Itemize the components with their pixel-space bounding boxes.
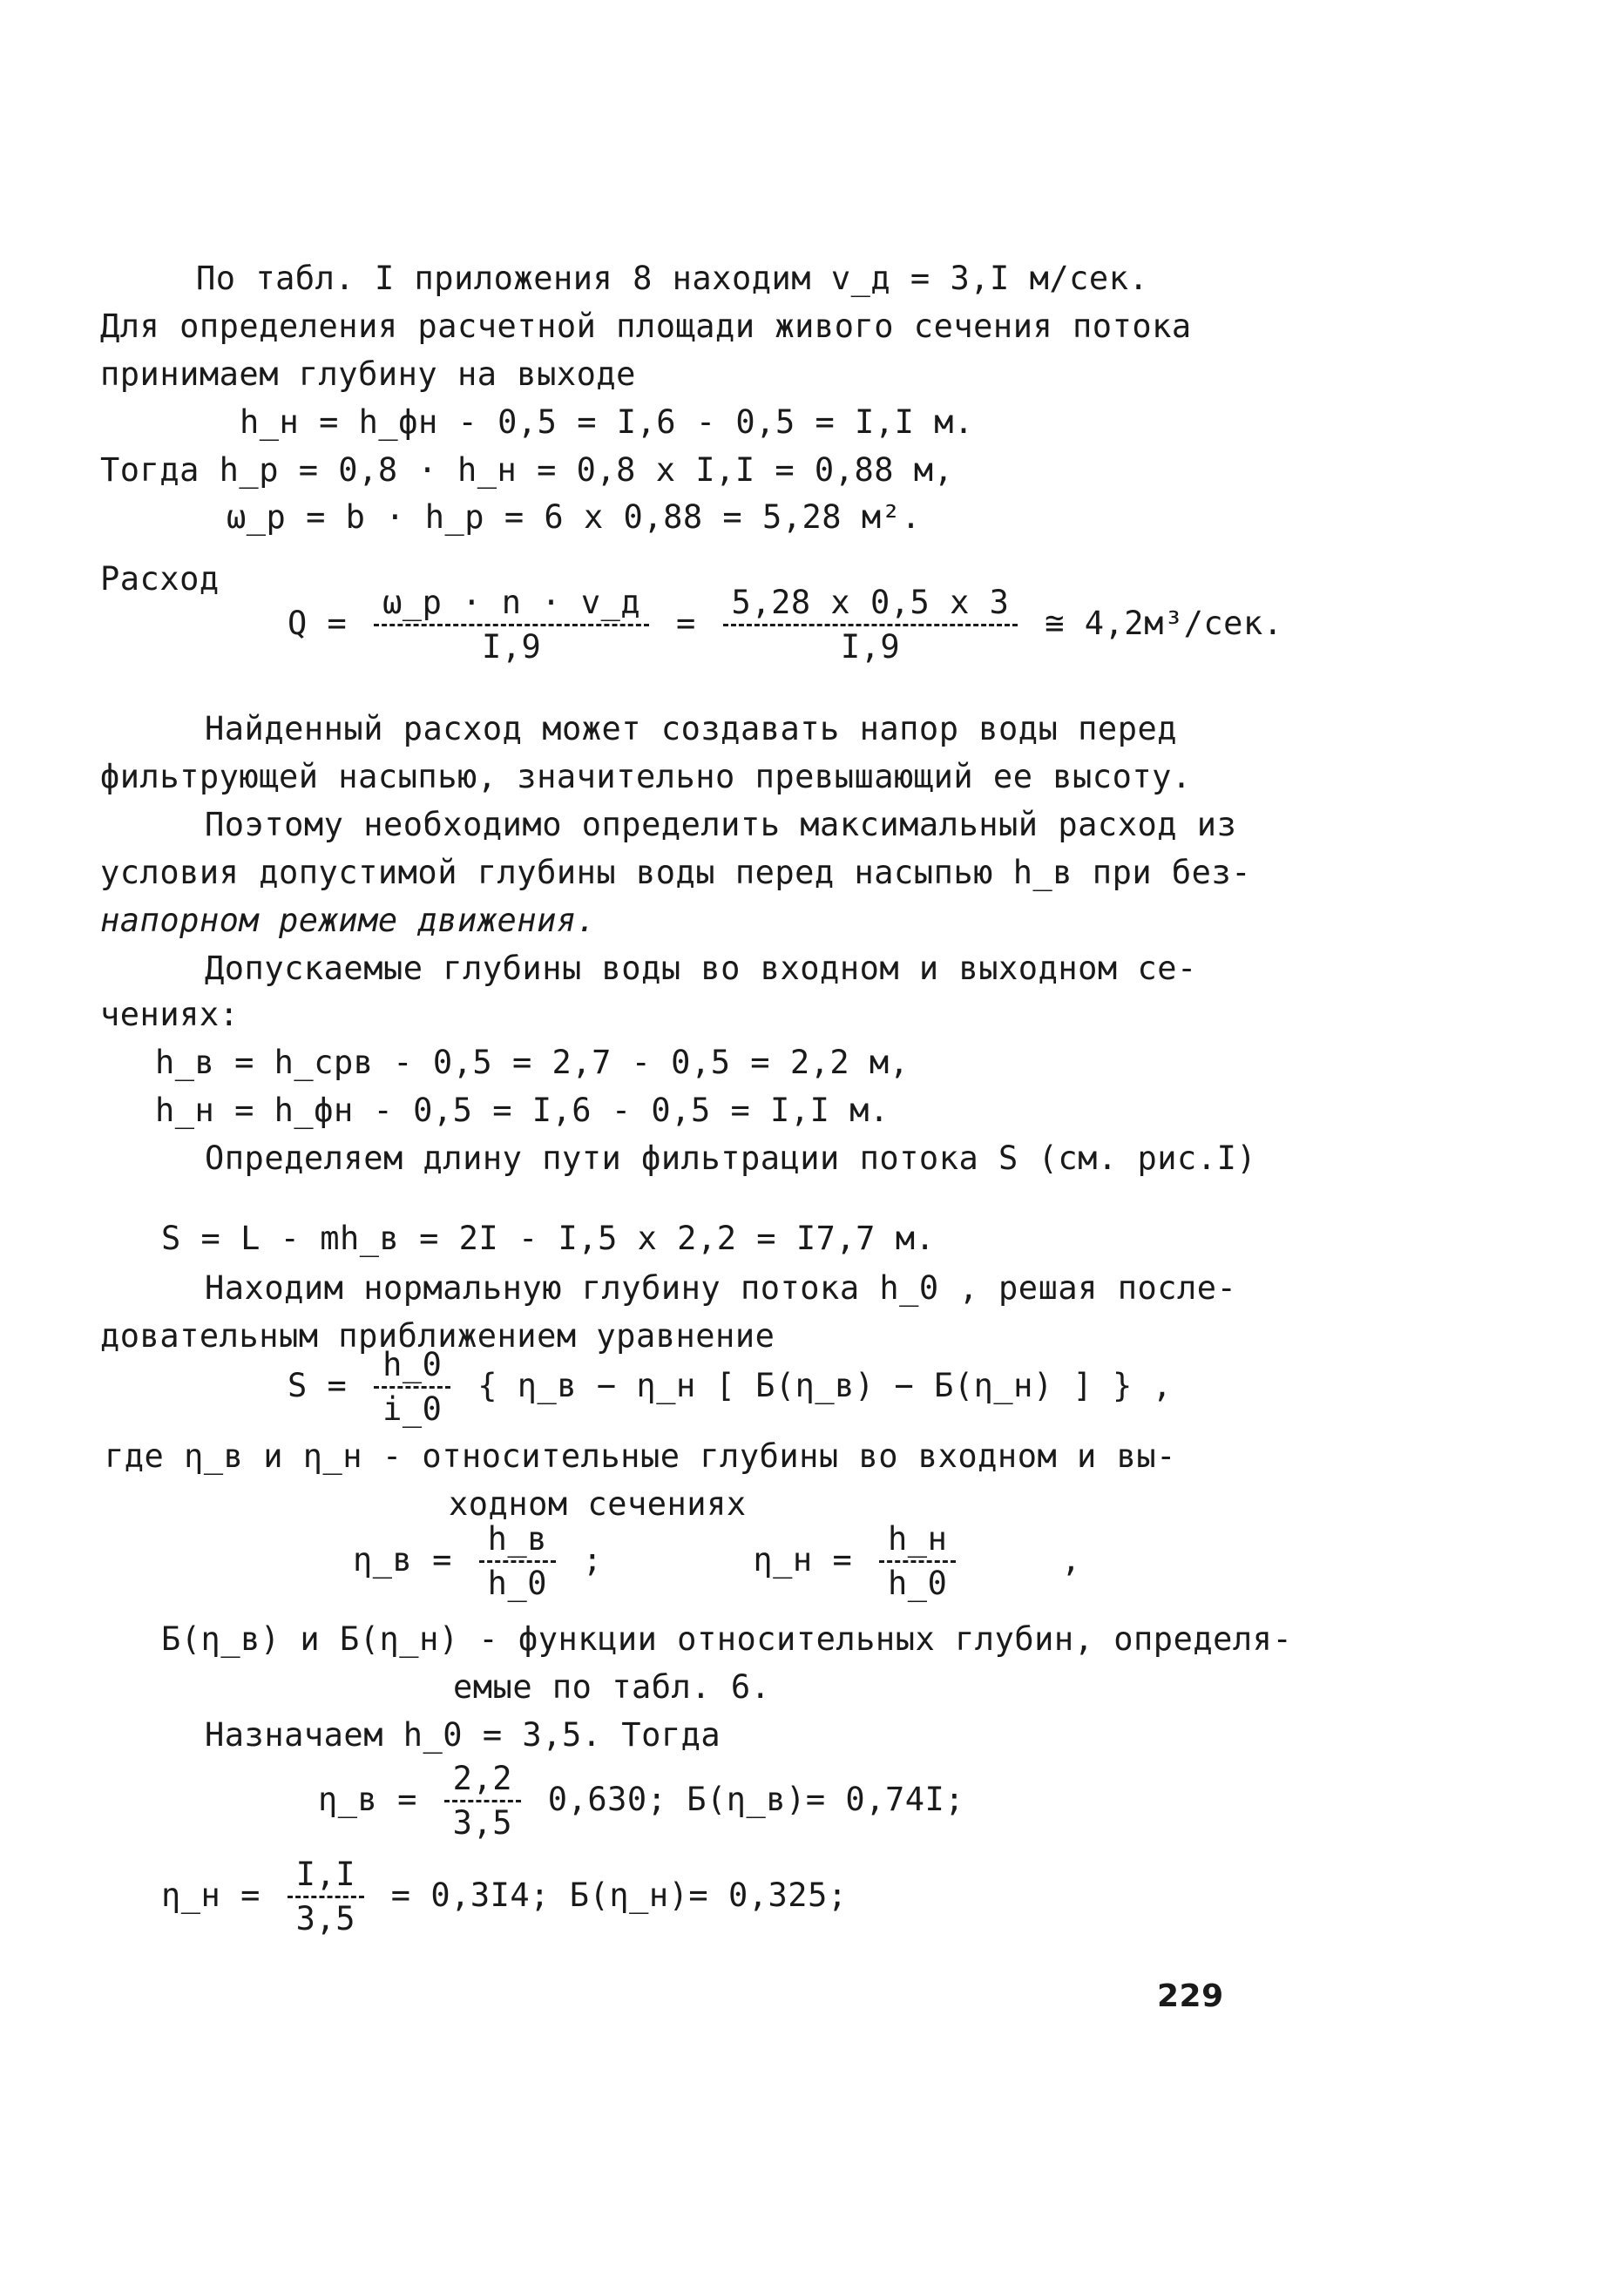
text-line-12: условия допустимой глубины воды перед насыпью h_в при без- <box>100 854 1252 891</box>
fraction-5 <box>879 1520 956 1603</box>
formula-hp: Тогда h_р = 0,8 · h_н = 0,8 х I,I = 0,88 м, <box>100 451 954 489</box>
fraction-7 <box>288 1856 364 1938</box>
fraction-6-numerator: 2,2 <box>444 1760 521 1802</box>
text-line-24: ходном сечениях <box>449 1485 747 1523</box>
formula-omega: ω_р = b · h_р = 6 х 0,88 = 5,28 м². <box>227 498 922 536</box>
formula-S-lhs: S = <box>288 1367 348 1404</box>
fraction-7-numerator: I,I <box>288 1856 364 1898</box>
text-line-10: фильтрующей насыпью, значительно превышающий ее высоту. <box>100 758 1192 795</box>
text-line-1: По табл. I приложения 8 находим v_д = 3,I м/сек. <box>196 260 1149 297</box>
fraction-3 <box>374 1346 450 1429</box>
page-number: 229 <box>1157 1978 1224 2014</box>
text-line-18: Определяем длину пути фильтрации потока S (см. рис.I) <box>205 1139 1257 1177</box>
formula-eta-v-lhs: η_в = <box>353 1541 452 1579</box>
text-line-27: емые по табл. 6. <box>453 1668 771 1706</box>
formula-hn: h_н = h_фн - 0,5 = I,6 - 0,5 = I,I м. <box>240 403 974 441</box>
text-line-2: Для определения расчетной площади живого сечения потока <box>100 308 1192 345</box>
fraction-3-numerator: h_0 <box>374 1346 450 1389</box>
fraction-5-denominator: h_0 <box>888 1565 948 1602</box>
text-line-20: Находим нормальную глубину потока h_0 , решая после- <box>205 1269 1237 1307</box>
formula-eta-v-value <box>318 1760 964 1843</box>
fraction-3-denominator: i_0 <box>382 1390 443 1428</box>
fraction-7-denominator: 3,5 <box>295 1900 355 1937</box>
fraction-6-denominator: 3,5 <box>452 1804 512 1842</box>
text-line-15: чениях: <box>100 996 240 1033</box>
formula-Q-result: ≅ 4,2м³/сек. <box>1045 605 1283 642</box>
text-line-9: Найденный расход может создавать напор воды перед <box>205 710 1178 747</box>
fraction-4-denominator: h_0 <box>487 1565 547 1602</box>
fraction-5-numerator: h_н <box>879 1520 956 1563</box>
formula-S: S = L - mh_в = 2I - I,5 х 2,2 = I7,7 м. <box>161 1220 936 1257</box>
formula-eta-n-lhs: η_н = <box>753 1541 853 1579</box>
text-line-14: Допускаемые глубины воды во входном и выходном се- <box>205 950 1197 987</box>
fraction-2 <box>723 584 1018 666</box>
formula-eta-n-value <box>161 1856 848 1938</box>
formula-hn-2: h_н = h_фн - 0,5 = I,6 - 0,5 = I,I м. <box>155 1092 890 1129</box>
formula-hv: h_в = h_срв - 0,5 = 2,7 - 0,5 = 2,2 м, <box>155 1044 910 1081</box>
fraction-6 <box>444 1760 521 1843</box>
fraction-4-numerator: h_в <box>479 1520 556 1563</box>
text-line-11: Поэтому необходимо определить максимальный расход из <box>205 806 1237 843</box>
formula-S-rhs: { η_в − η_н [ Б(η_в) − Б(η_н) ] } , <box>477 1367 1173 1404</box>
formula-eta-comma: , <box>1061 1541 1081 1579</box>
fraction-1-numerator: ω_р · n · v_д <box>374 584 649 626</box>
fraction-2-denominator: I,9 <box>840 628 901 666</box>
label-rashod: Расход <box>100 560 220 598</box>
text-line-21: довательным приближением уравнение <box>100 1317 775 1355</box>
formula-Q-lhs: Q = <box>288 605 348 642</box>
fraction-1-denominator: I,9 <box>481 628 542 666</box>
fraction-1 <box>374 584 649 666</box>
fraction-2-numerator: 5,28 х 0,5 х 3 <box>723 584 1018 626</box>
formula-Q-eq: = <box>675 605 696 642</box>
formula-eta-v-value-rhs: 0,630; Б(η_в)= 0,74I; <box>547 1781 965 1818</box>
fraction-4 <box>479 1520 556 1603</box>
text-line-13: напорном режиме движения. <box>100 902 597 939</box>
formula-eta-v-value-lhs: η_в = <box>318 1781 417 1818</box>
text-line-23: где η_в и η_н - относительные глубины во входном и вы- <box>105 1437 1176 1475</box>
formula-eta-sep: ; <box>582 1541 603 1579</box>
formula-eta-n-value-lhs: η_н = <box>161 1876 261 1914</box>
formula-eta <box>353 1520 1081 1603</box>
text-line-26: Б(η_в) и Б(η_н) - функции относительных глубин, определя- <box>161 1620 1293 1658</box>
text-line-3: принимаем глубину на выходе <box>100 355 636 393</box>
formula-S-equation <box>288 1346 1172 1429</box>
formula-eta-n-value-rhs: = 0,3I4; Б(η_н)= 0,325; <box>390 1876 848 1914</box>
formula-Q <box>288 584 1283 666</box>
text-line-28: Назначаем h_0 = 3,5. Тогда <box>205 1716 721 1754</box>
